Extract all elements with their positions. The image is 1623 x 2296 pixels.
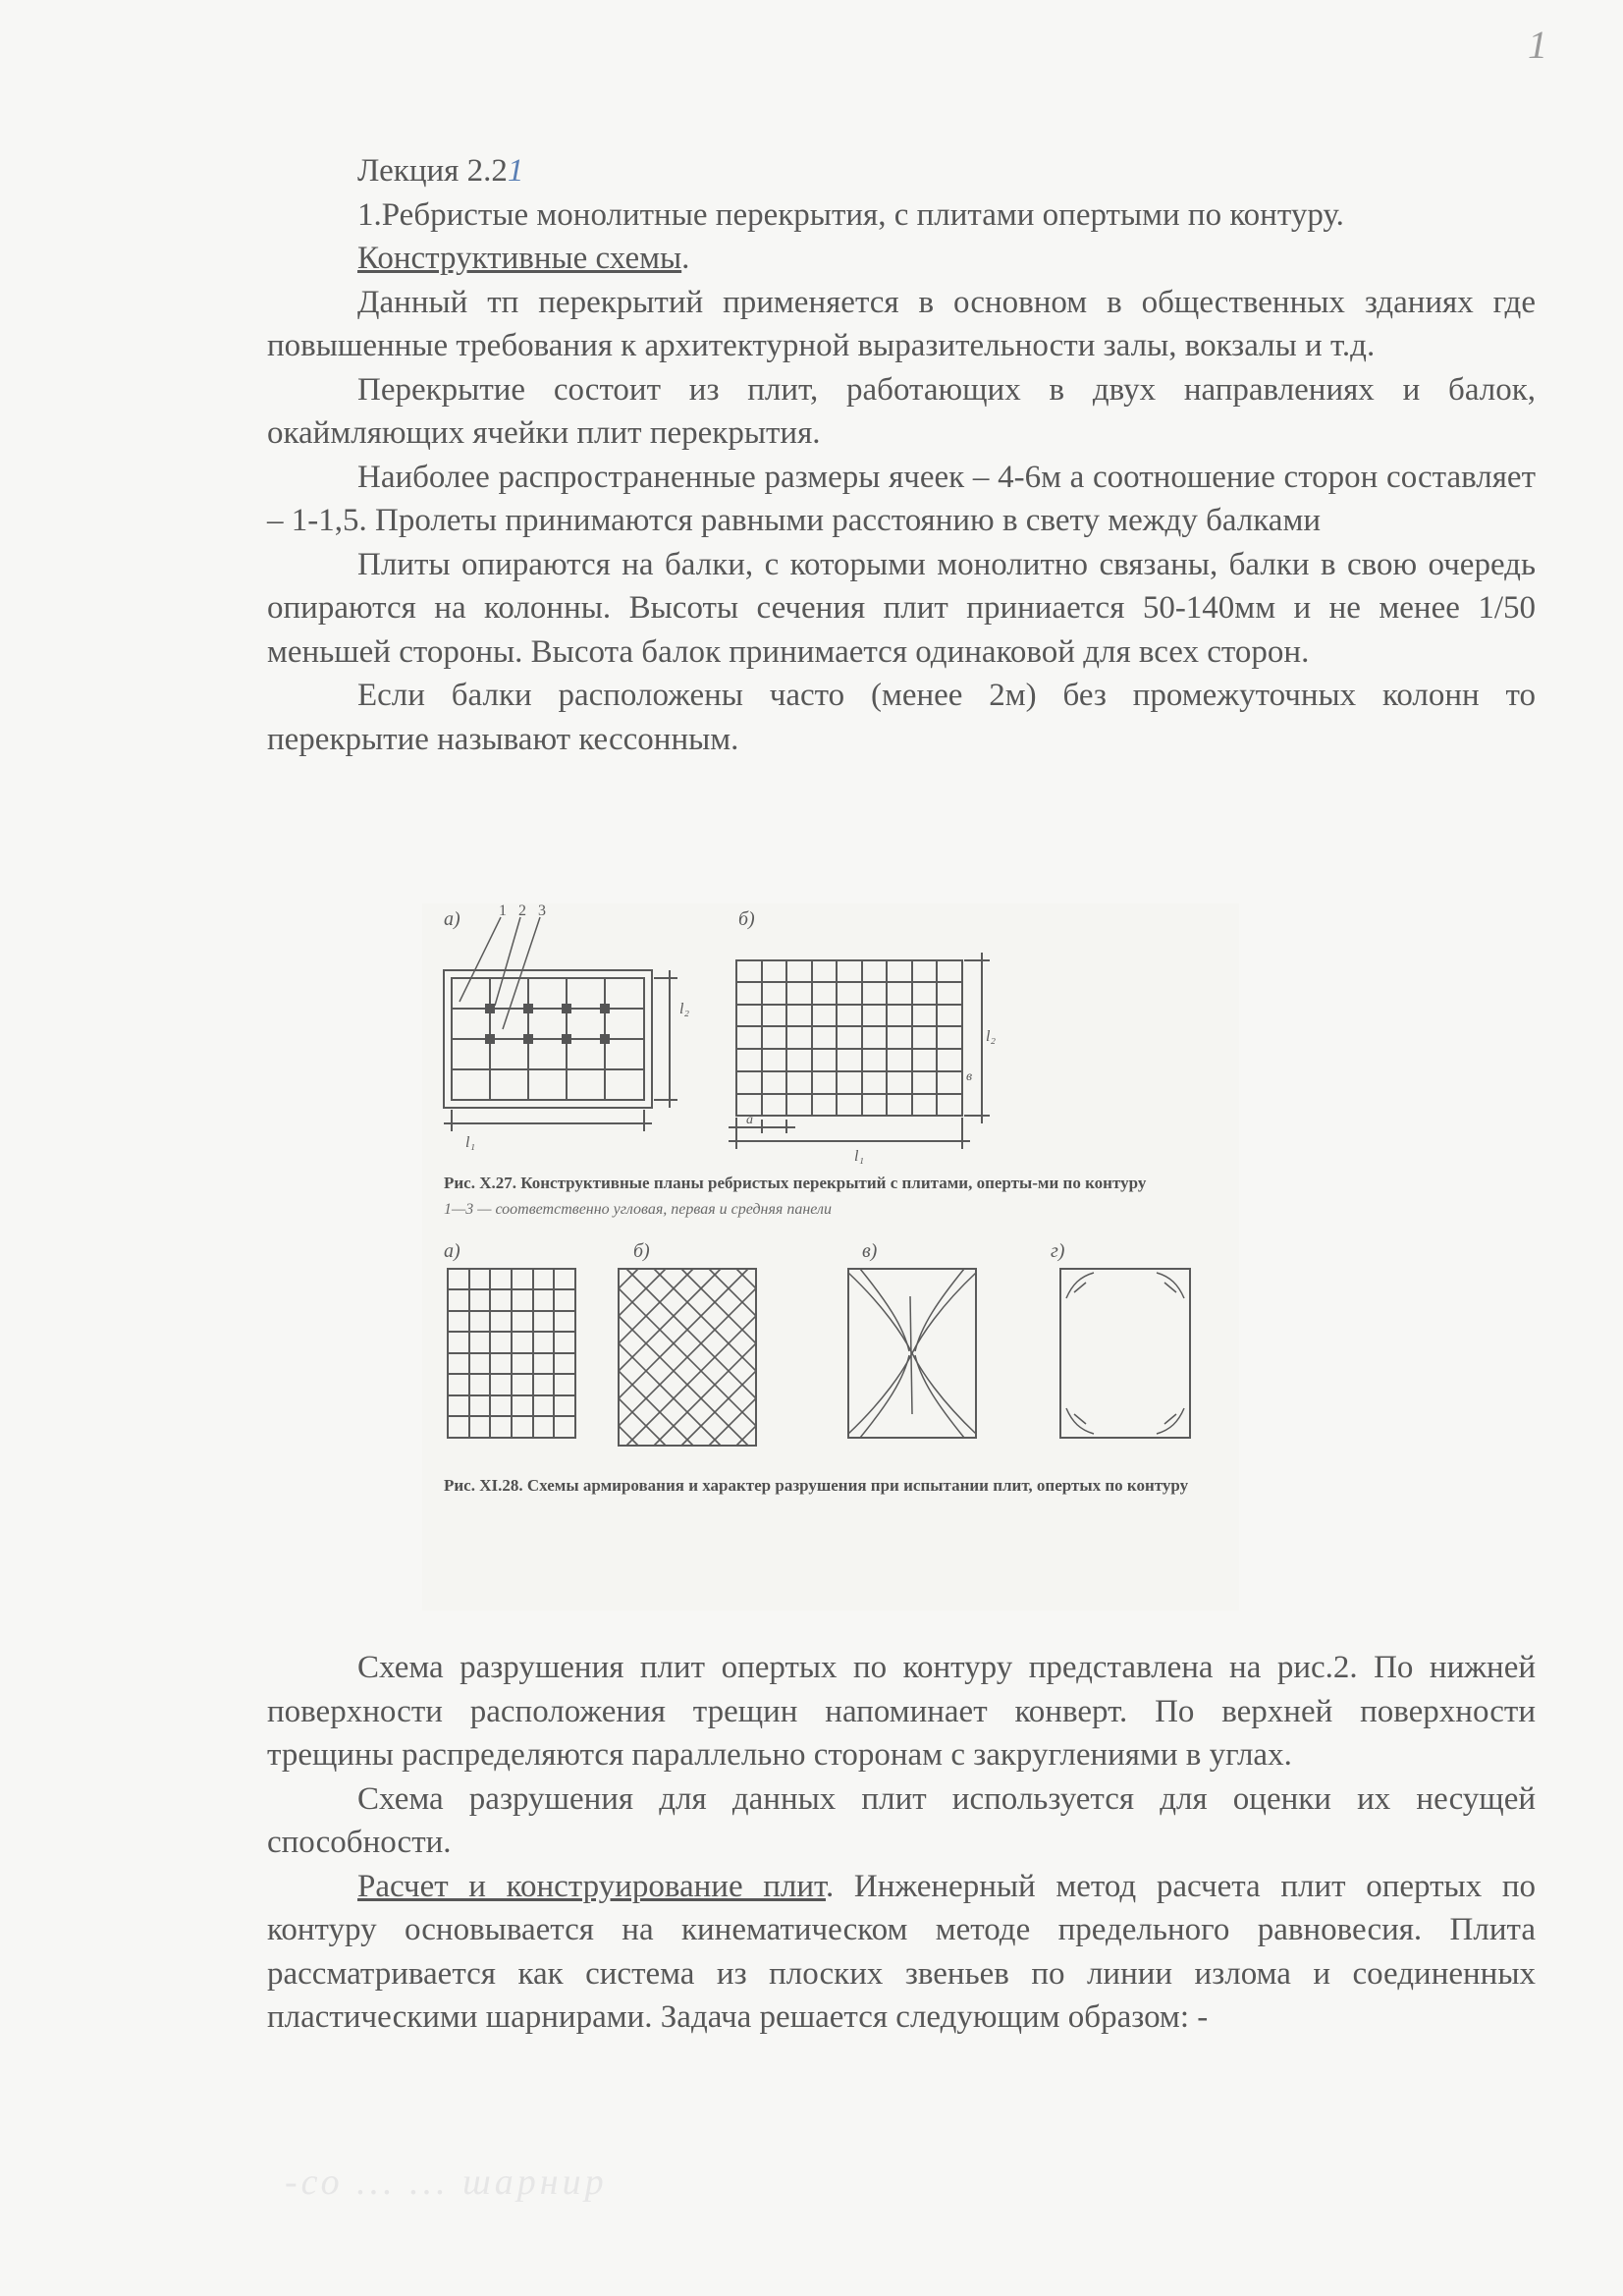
paragraph: Схема разрушения для данных плит используется для оценки их несущей способности. [267,1780,1536,1860]
span-l2-label-b: l₂ [986,1028,997,1045]
dim-a-label: а [746,1113,753,1127]
calc-heading: Расчет и конструирование плит [357,1868,826,1904]
span-l1-label: l₁ [465,1134,476,1151]
figure-drawings [422,903,1239,1611]
calc-text: . Инженерный метод расчета плит опертых по контуру основывается на кинематическом методе предельного равновесия. Плита рассматривается как система из плоских звеньев по линии излома и соединенных пластическими шарнирами. Задача решается следующим образом: - [267,1868,1537,2035]
callout-2: 2 [518,903,526,919]
paragraph: Наиболее распространенные размеры ячеек – 4-6м а соотношение сторон составляет – 1-1,5. Пролеты принимаются равными расстоянию в свету между балками [267,459,1536,538]
paragraph: Плиты опираются на балки, с которыми монолитно связаны, балки в свою очередь опираются на колонны. Высоты сечения плит приниается 50-140мм и не менее 1/50 меньшей стороны. Высота балок принимается одинаковой для всех сторон. [267,546,1536,670]
dim-v-label: в [966,1069,973,1084]
top-text-block [267,149,1536,761]
fig2-label-b: б) [633,1240,650,1262]
handwritten-mark: 1 [507,153,524,189]
paragraph: Если балки расположены часто (менее 2м) без промежуточных колонн то перекрытие называют кессонным. [267,678,1536,757]
fig2-label-g: г) [1051,1240,1065,1262]
paragraph: Перекрытие состоит из плит, работающих в двух направлениях и балок, окаймляющих ячейки плит перекрытия. [267,371,1536,451]
subsection-heading [267,237,1536,281]
fig1-label-a: а) [444,908,460,930]
pencil-note: -со ... ... шарнир [285,2161,608,2203]
fig2-label-a: а) [444,1240,460,1262]
bottom-text-block [267,1646,1536,2040]
paragraph: Схема разрушения плит опертых по контуру представлена на рис.2. По нижней поверхности расположения трещин напоминает конверт. По верхней поверхности трещины распределяются параллельно сторонам с закруглениями в углах. [267,1650,1536,1773]
lecture-label: Лекция 2.2 [357,153,508,189]
fig1-label-b: б) [738,908,755,930]
page-number: 1 [1528,23,1547,67]
subheading-punct: . [681,241,690,276]
callout-1: 1 [499,903,507,919]
figure1-caption-note: 1—3 — соответственно угловая, первая и средняя панели [444,1201,832,1218]
figure-block [422,903,1239,1611]
fig2-label-v: в) [862,1240,878,1262]
span-l2-label: l₂ [679,1001,690,1017]
figure2-caption: Рис. XI.28. Схемы армирования и характер разрушения при испытании плит, опертых по контуру [444,1476,1189,1495]
callout-3: 3 [538,903,546,919]
calc-paragraph [267,1865,1536,2040]
span-l1-label-b: l₁ [854,1148,865,1165]
section-heading: 1.Ребристые монолитные перекрытия, с плитами опертыми по контуру. [357,196,1344,233]
figure1-caption: Рис. X.27. Конструктивные планы ребристых перекрытий с плитами, оперты-ми по контуру [444,1174,1147,1192]
paragraph: Данный тп перекрытий применяется в основном в общественных зданиях где повышенные требования к архитектурной выразительности залы, вокзалы и т.д. [267,284,1536,363]
subheading-text: Конструктивные схемы [357,241,682,276]
lecture-title [267,149,1536,193]
